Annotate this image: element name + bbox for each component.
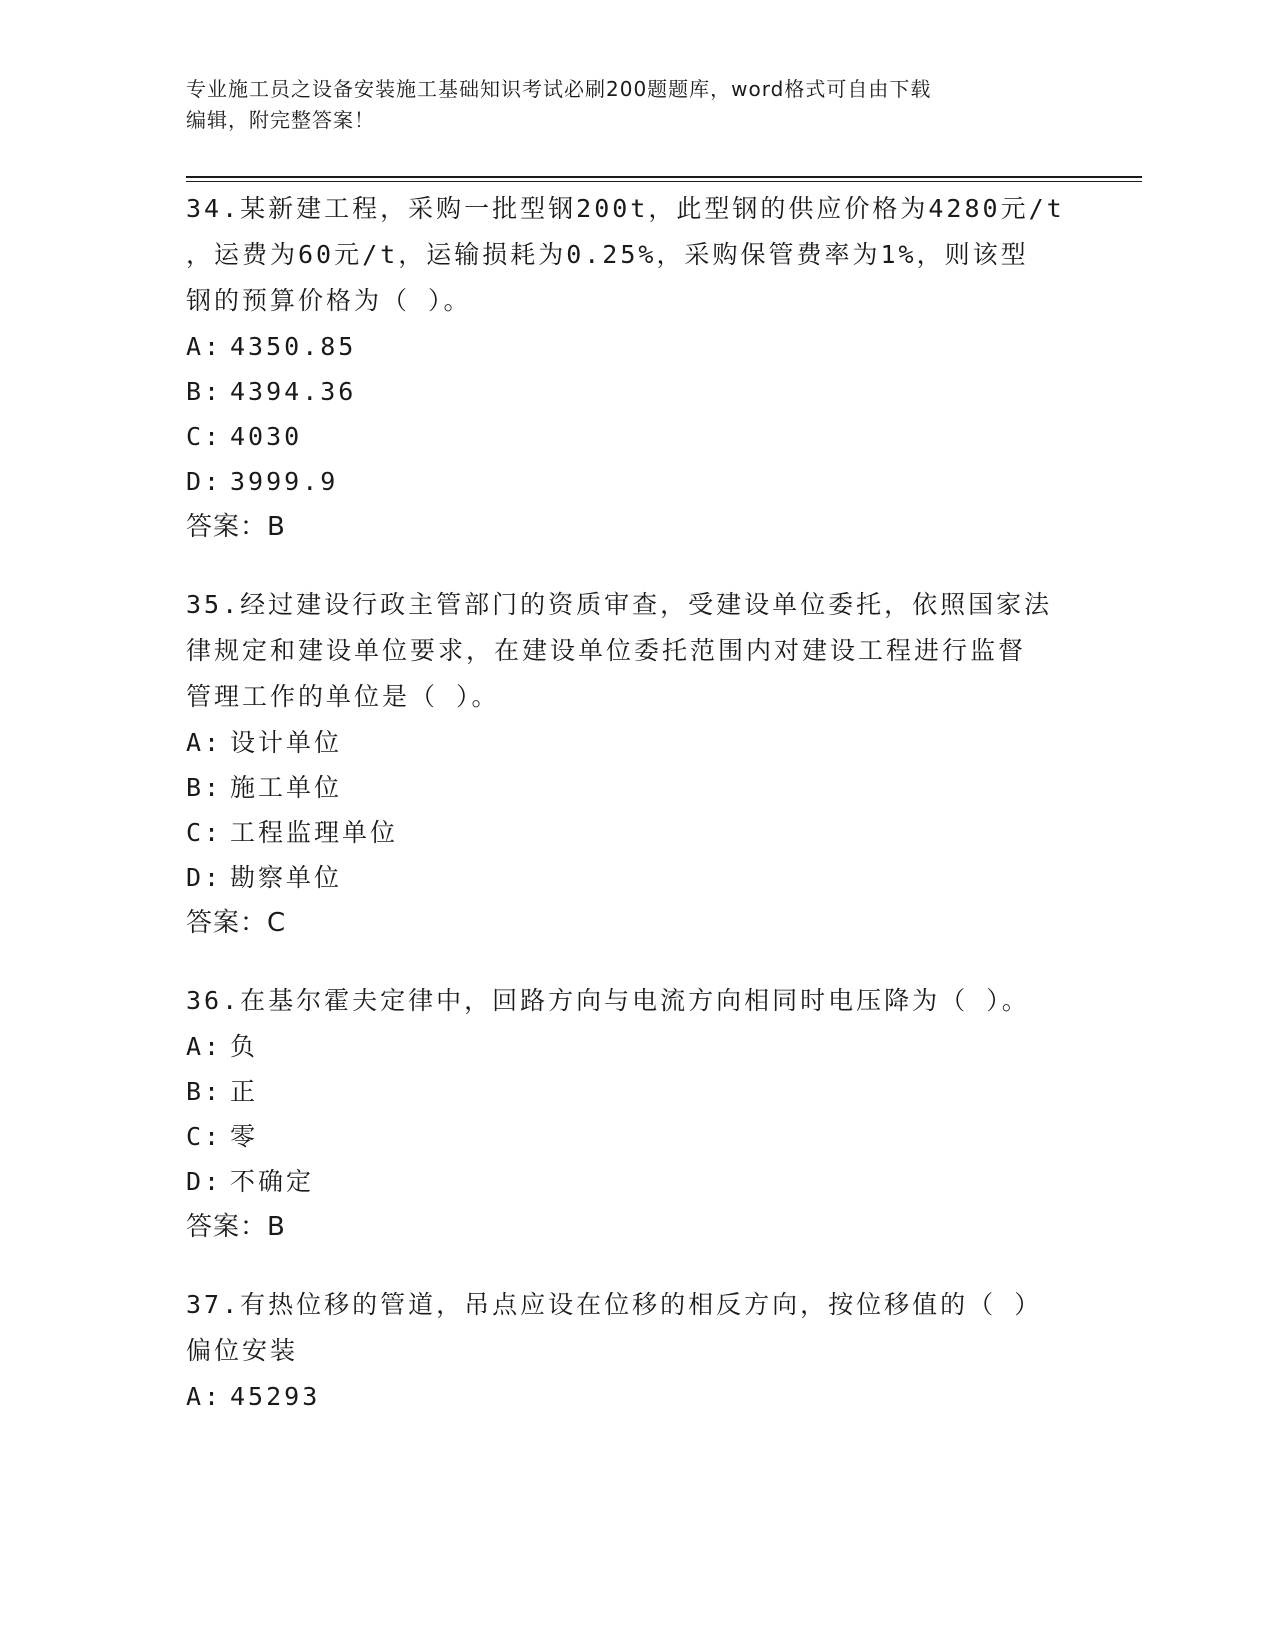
header-divider-thin: [186, 181, 1142, 182]
option-label: C:: [186, 1122, 223, 1151]
option-label: B:: [186, 1077, 223, 1106]
answer-line: 答案：B: [186, 512, 286, 542]
option-text: 45293: [230, 1382, 321, 1411]
option-text: 4394.36: [230, 377, 357, 406]
question-stem-line: 36.在基尔霍夫定律中，回路方向与电流方向相同时电压降为（ ）。: [186, 986, 1030, 1015]
option-text: 4350.85: [230, 332, 357, 361]
option-text: 负: [230, 1032, 259, 1061]
question-36: [186, 978, 1086, 1250]
option-d: [186, 1159, 1086, 1204]
option-b: [186, 369, 1086, 414]
option-label: A:: [186, 332, 223, 361]
option-d: [186, 459, 1086, 504]
option-c: [186, 810, 1086, 855]
option-text: 3999.9: [230, 467, 339, 496]
question-stem-line: 37.有热位移的管道，吊点应设在位移的相反方向，按位移值的（ ）: [186, 1290, 1043, 1319]
option-a: [186, 1024, 1086, 1069]
option-label: B:: [186, 773, 223, 802]
question-stem-line: 管理工作的单位是（ ）。: [186, 682, 500, 711]
header-line-1: 专业施工员之设备安装施工基础知识考试必刷200题题库，word格式可自由下载: [186, 77, 932, 101]
option-label: A:: [186, 1382, 223, 1411]
header-line-2: 编辑，附完整答案！: [186, 108, 375, 132]
question-35: [186, 582, 1086, 946]
answer-line: 答案：C: [186, 908, 287, 938]
option-text: 不确定: [230, 1167, 315, 1196]
option-label: A:: [186, 728, 223, 757]
option-b: [186, 1069, 1086, 1114]
option-label: D:: [186, 863, 223, 892]
option-text: 勘察单位: [230, 863, 343, 892]
question-34: [186, 186, 1086, 550]
option-c: [186, 414, 1086, 459]
question-37: [186, 1282, 1086, 1419]
option-a: [186, 1374, 1086, 1419]
option-text: 4030: [230, 422, 303, 451]
option-a: [186, 324, 1086, 369]
option-label: C:: [186, 818, 223, 847]
question-stem-line: 35.经过建设行政主管部门的资质审查，受建设单位委托，依照国家法: [186, 590, 1053, 619]
option-label: A:: [186, 1032, 223, 1061]
option-text: 施工单位: [230, 773, 343, 802]
header-divider-thick: [186, 176, 1142, 178]
option-label: C:: [186, 422, 223, 451]
option-d: [186, 855, 1086, 900]
question-list: [186, 186, 1086, 1451]
question-stem-line: ，运费为60元/t，运输损耗为0.25%，采购保管费率为1%，则该型: [186, 240, 1029, 269]
question-stem-line: 律规定和建设单位要求，在建设单位委托范围内对建设工程进行监督: [186, 636, 1027, 665]
option-label: D:: [186, 467, 223, 496]
option-text: 正: [230, 1077, 259, 1106]
option-label: D:: [186, 1167, 223, 1196]
answer-line: 答案：B: [186, 1212, 286, 1242]
question-stem-line: 钢的预算价格为（ ）。: [186, 286, 472, 315]
option-text: 零: [230, 1122, 259, 1151]
option-label: B:: [186, 377, 223, 406]
option-text: 设计单位: [230, 728, 343, 757]
option-c: [186, 1114, 1086, 1159]
document-header: [186, 74, 1066, 136]
question-stem-line: 偏位安装: [186, 1336, 299, 1365]
option-a: [186, 720, 1086, 765]
question-stem-line: 34.某新建工程，采购一批型钢200t，此型钢的供应价格为4280元/t: [186, 194, 1065, 223]
option-b: [186, 765, 1086, 810]
option-text: 工程监理单位: [230, 818, 399, 847]
